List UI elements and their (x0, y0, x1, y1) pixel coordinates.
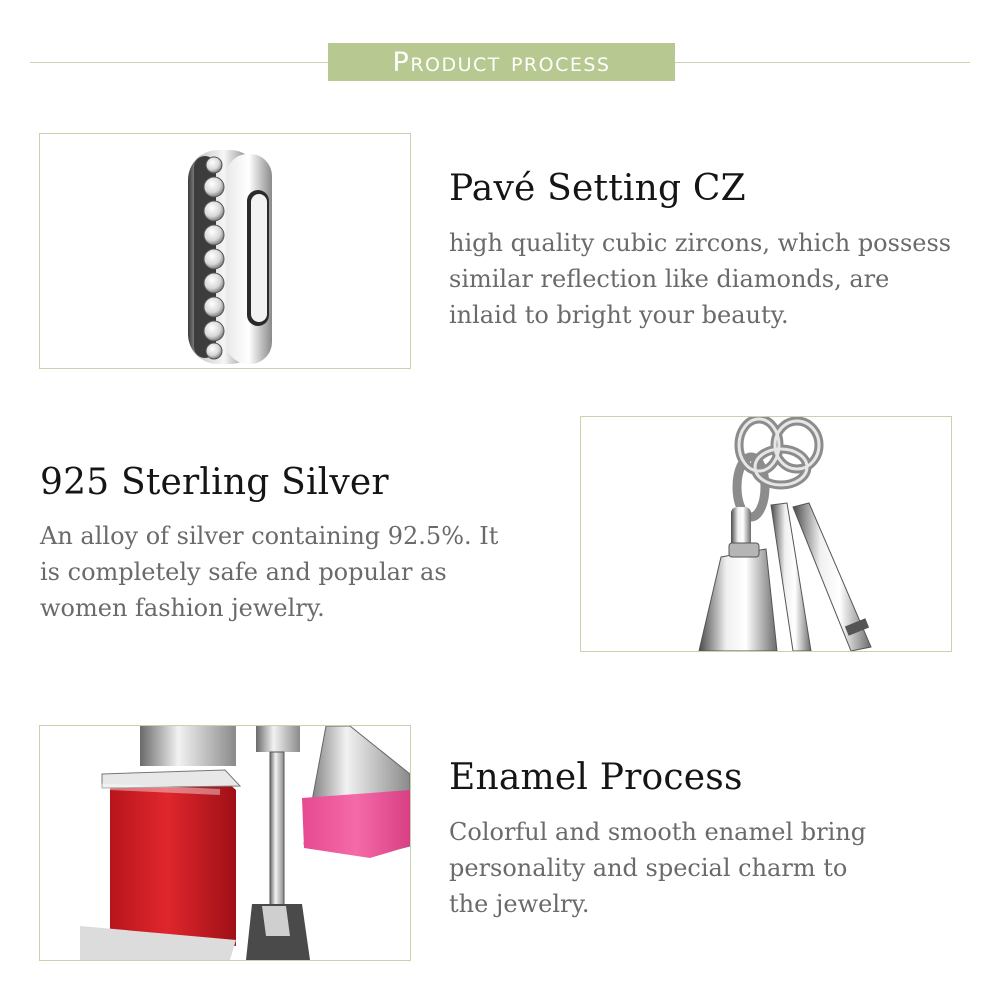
silver-rings-charm-icon (581, 417, 951, 651)
product-image-silver (580, 416, 952, 652)
section-desc-silver (40, 518, 520, 626)
header-divider-left (30, 62, 328, 63)
section-desc-enamel (449, 814, 929, 922)
desc-line: Colorful and smooth enamel bring (449, 818, 867, 846)
desc-line: inlaid to bright your beauty. (449, 301, 789, 329)
desc-line: similar reflection like diamonds, are (449, 265, 890, 293)
cz-spacer-ring-icon (40, 134, 410, 368)
desc-line: the jewelry. (449, 890, 590, 918)
banner-label: Product process (392, 46, 611, 78)
section-title-silver: 925 Sterling Silver (40, 462, 389, 503)
desc-line: is completely safe and popular as (40, 558, 447, 586)
product-image-enamel (39, 725, 411, 961)
enamel-nail-polish-charm-icon (40, 726, 410, 960)
desc-line: personality and special charm to (449, 854, 848, 882)
desc-line: high quality cubic zircons, which possess (449, 229, 952, 257)
section-desc-pave (449, 225, 959, 333)
desc-line: women fashion jewelry. (40, 594, 325, 622)
header-divider-right (675, 62, 970, 63)
section-banner (328, 43, 675, 81)
product-image-pave (39, 133, 411, 369)
section-title-pave: Pavé Setting CZ (449, 168, 746, 209)
section-title-enamel: Enamel Process (449, 757, 743, 798)
desc-line: An alloy of silver containing 92.5%. It (40, 522, 499, 550)
